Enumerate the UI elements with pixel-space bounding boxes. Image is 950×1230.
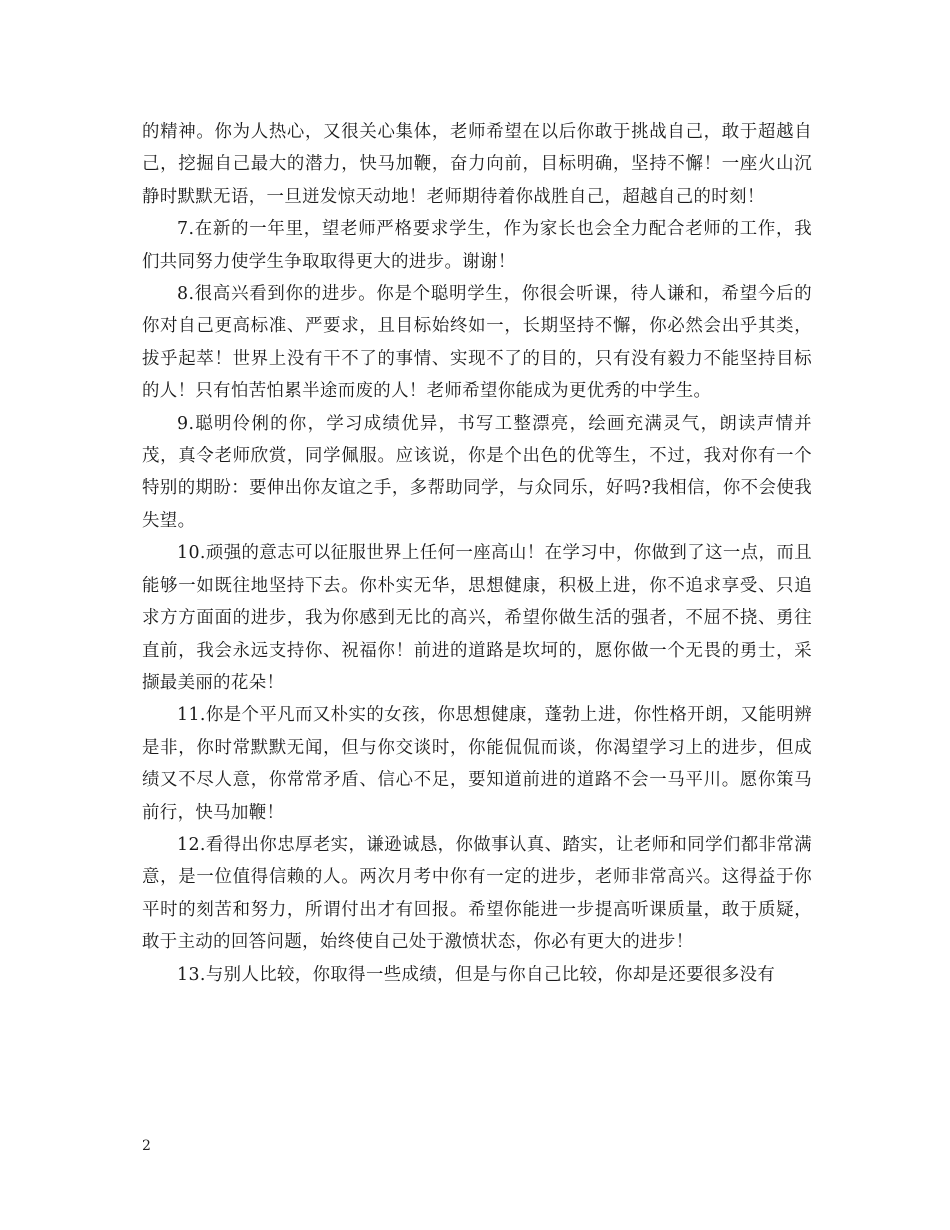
paragraph-item-10: 10.顽强的意志可以征服世界上任何一座高山！在学习中，你做到了这一点，而且能够一如既往地坚持下去。你朴实无华，思想健康，积极上进，你不追求享受、只追求方方面面的进步，我为你感到无比的高兴，希望你做生活的强者，不屈不挠、勇往直前，我会永远支持你、祝福你！前进的道路是坎坷的，愿你做一个无畏的勇士，采撷最美丽的花朵！ [142,543,812,693]
paragraph-continuation: 的精神。你为人热心，又很关心集体，老师希望在以后你敢于挑战自己，敢于超越自己，挖掘自己最大的潜力，快马加鞭，奋力向前，目标明确，坚持不懈！一座火山沉静时默默无语，一旦迸发惊天动地！老师期待着你战胜自己，超越自己的时刻！ [142,122,812,207]
paragraph-item-7: 7.在新的一年里，望老师严格要求学生，作为家长也会全力配合老师的工作，我们共同努力使学生争取取得更大的进步。谢谢！ [142,219,812,272]
paragraph-item-9: 9.聪明伶俐的你，学习成绩优异，书写工整漂亮，绘画充满灵气，朗读声情并茂，真令老师欣赏，同学佩服。应该说，你是个出色的优等生，不过，我对你有一个特别的期盼：要伸出你友谊之手，多帮助同学，与众同乐，好吗?我相信，你不会使我失望。 [142,413,812,531]
paragraph-item-13: 13.与别人比较，你取得一些成绩，但是与你自己比较，你却是还要很多没有 [177,964,776,985]
paragraph-item-8: 8.很高兴看到你的进步。你是个聪明学生，你很会听课，待人谦和，希望今后的你对自己更高标准、严要求，且目标始终如一，长期坚持不懈，你必然会出乎其类，拔乎起萃！世界上没有干不了的事情、实现不了的目的，只有没有毅力不能坚持目标的人！只有怕苦怕累半途而废的人！老师希望你能成为更优秀的中学生。 [142,284,812,402]
document-body [142,116,812,991]
page-number: 2 [142,1138,151,1154]
paragraph-item-11: 11.你是个平凡而又朴实的女孩，你思想健康，蓬勃上进，你性格开朗，又能明辨是非，你时常默默无闻，但与你交谈时，你能侃侃而谈，你渴望学习上的进步，但成绩又不尽人意，你常常矛盾、信心不足，要知道前进的道路不会一马平川。愿你策马前行，快马加鞭！ [142,705,812,823]
paragraph-item-12: 12.看得出你忠厚老实，谦逊诚恳，你做事认真、踏实，让老师和同学们都非常满意，是一位值得信赖的人。两次月考中你有一定的进步，老师非常高兴。这得益于你平时的刻苦和努力，所谓付出才有回报。希望你能进一步提高听课质量，敢于质疑，敢于主动的回答问题，始终使自己处于激愤状态，你必有更大的进步！ [142,834,812,953]
